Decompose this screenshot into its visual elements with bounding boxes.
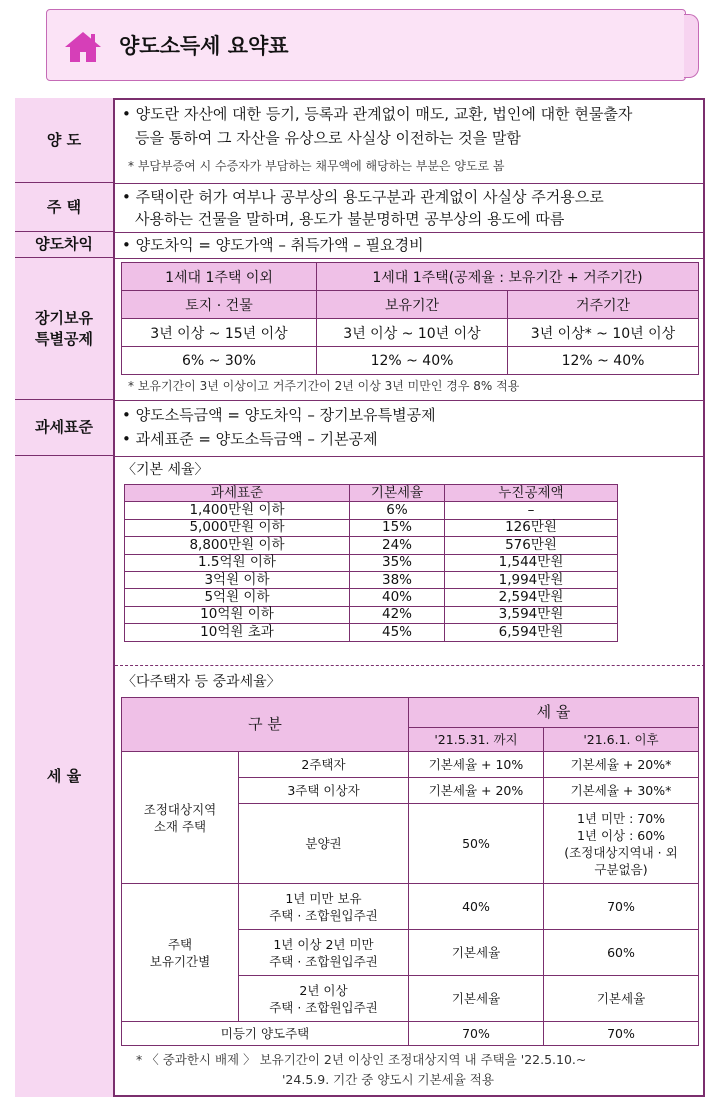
cell-rate-after: 70%: [544, 884, 699, 930]
cell-deduction: 126만원: [445, 519, 618, 536]
cell-category: 1년 미만 보유 주택 · 조합원입주권: [239, 884, 409, 930]
basic-rate-title: 〈기본 세율〉: [122, 462, 209, 478]
cell-deduction: 1,994만원: [445, 571, 618, 588]
cell-category: 2주택자: [239, 752, 409, 778]
label-longterm: [15, 258, 115, 400]
cell-category: 1년 이상 2년 미만 주택 · 조합원입주권: [239, 930, 409, 976]
taxbase-line1: • 양도소득금액 = 양도차익 – 장기보유특별공제: [122, 406, 436, 424]
divider: [115, 258, 705, 259]
cell-rate-until: 기본세율 + 10%: [409, 752, 544, 778]
longterm-rate-b: 12% ~ 40%: [317, 347, 508, 375]
cell-deduction: 576만원: [445, 537, 618, 554]
label-longterm-line2: 특별공제: [35, 329, 93, 348]
cell-rate: 6%: [350, 502, 445, 519]
heavy-rate-table: [121, 697, 699, 1046]
cell-category: 분양권: [239, 804, 409, 884]
basic-head-rate: 기본세율: [350, 485, 445, 502]
longterm-head-a2: 토지 · 건물: [122, 291, 317, 319]
cell-rate-until: 기본세율: [409, 976, 544, 1022]
label-rate: 세 율: [15, 456, 115, 1097]
scroll-decoration: [684, 14, 699, 78]
cell-rate-until: 기본세율 + 20%: [409, 778, 544, 804]
longterm-head-b: 1세대 1주택(공제율 : 보유기간 + 거주기간): [317, 263, 699, 291]
label-gain: 양도차익: [15, 232, 115, 258]
longterm-period-b: 3년 이상 ~ 10년 이상: [317, 319, 508, 347]
heavy-head-after: '21.6.1. 이후: [544, 728, 699, 752]
cell-category: 2년 이상 주택 · 조합원입주권: [239, 976, 409, 1022]
heavy-group2: 주택 보유기간별: [122, 884, 239, 1022]
longterm-head-b2: 거주기간: [508, 291, 699, 319]
label-column: [15, 98, 115, 1097]
cell-deduction: –: [445, 502, 618, 519]
cell-base: 10억원 초과: [125, 624, 350, 641]
cell-base: 8,800만원 이하: [125, 537, 350, 554]
heavy-rate-title: 〈다주택자 등 중과세율〉: [122, 674, 281, 690]
transfer-line2: 등을 통하여 그 자산을 유상으로 사실상 이전하는 것을 말함: [135, 129, 521, 147]
cell-deduction: 3,594만원: [445, 606, 618, 623]
house-line1: • 주택이란 허가 여부나 공부상의 용도구분과 관계없이 사실상 주거용으로: [122, 188, 604, 206]
cell-base: 5,000만원 이하: [125, 519, 350, 536]
label-taxbase: 과세표준: [15, 400, 115, 456]
divider: [115, 665, 705, 666]
table-row: [125, 554, 618, 571]
longterm-rate-c: 12% ~ 40%: [508, 347, 699, 375]
cell-rate-after: 기본세율 + 30%*: [544, 778, 699, 804]
heavy-head-category: 구 분: [122, 698, 409, 752]
longterm-note: * 보유기간이 3년 이상이고 거주기간이 2년 이상 3년 미만인 경우 8% 적용: [128, 379, 520, 393]
rate-note-line2: '24.5.9. 기간 중 양도시 기본세율 적용: [282, 1072, 494, 1087]
cell-base: 1,400만원 이하: [125, 502, 350, 519]
label-house: 주 택: [15, 183, 115, 232]
heavy-group1: 조정대상지역 소재 주택: [122, 752, 239, 884]
gain-line1: • 양도차익 = 양도가액 – 취득가액 – 필요경비: [122, 236, 424, 254]
longterm-table: [121, 262, 699, 375]
transfer-line1: • 양도란 자산에 대한 등기, 등록과 관계없이 매도, 교환, 법인에 대한 현물출자: [122, 105, 633, 123]
basic-head-deduction: 누진공제액: [445, 485, 618, 502]
longterm-period-a: 3년 이상 ~ 15년 이상: [122, 319, 317, 347]
cell-base: 3억원 이하: [125, 571, 350, 588]
cell-rate-after: 70%: [544, 1022, 699, 1046]
cell-deduction: 2,594만원: [445, 589, 618, 606]
house-line2: 사용하는 건물을 말하며, 용도가 불분명하면 공부상의 용도에 따름: [135, 210, 565, 228]
divider: [115, 400, 705, 401]
table-row: [125, 589, 618, 606]
label-longterm-line1: 장기보유: [35, 308, 93, 327]
cell-deduction: 6,594만원: [445, 624, 618, 641]
longterm-rate-a: 6% ~ 30%: [122, 347, 317, 375]
heavy-head-until: '21.5.31. 까지: [409, 728, 544, 752]
table-row: [125, 624, 618, 641]
longterm-head-a1: 1세대 1주택 이외: [122, 263, 317, 291]
table-row: [125, 502, 618, 519]
table-row: [125, 537, 618, 554]
cell-rate-until: 70%: [409, 1022, 544, 1046]
cell-rate: 38%: [350, 571, 445, 588]
cell-category: 미등기 양도주택: [122, 1022, 409, 1046]
cell-rate-after: 1년 미만 : 70% 1년 이상 : 60% (조정대상지역내 · 외 구분없음): [544, 804, 699, 884]
cell-rate-until: 기본세율: [409, 930, 544, 976]
cell-rate: 45%: [350, 624, 445, 641]
divider: [115, 232, 705, 233]
cell-rate: 42%: [350, 606, 445, 623]
cell-base: 1.5억원 이하: [125, 554, 350, 571]
cell-rate-after: 기본세율 + 20%*: [544, 752, 699, 778]
cell-rate: 15%: [350, 519, 445, 536]
divider: [115, 183, 705, 184]
transfer-note: * 부담부증여 시 수증자가 부담하는 채무액에 해당하는 부분은 양도로 봄: [128, 159, 505, 173]
cell-deduction: 1,544만원: [445, 554, 618, 571]
cell-base: 5억원 이하: [125, 589, 350, 606]
basic-rate-table: [124, 484, 618, 642]
cell-rate: 35%: [350, 554, 445, 571]
cell-rate-until: 40%: [409, 884, 544, 930]
cell-rate: 40%: [350, 589, 445, 606]
cell-rate-after: 60%: [544, 930, 699, 976]
cell-rate: 24%: [350, 537, 445, 554]
cell-category: 3주택 이상자: [239, 778, 409, 804]
longterm-period-c: 3년 이상* ~ 10년 이상: [508, 319, 699, 347]
table-row: [125, 606, 618, 623]
rate-note-line1: * 〈 중과한시 배제 〉 보유기간이 2년 이상인 조정대상지역 내 주택을 '22.5.10.~: [136, 1052, 587, 1067]
cell-base: 10억원 이하: [125, 606, 350, 623]
cell-rate-until: 50%: [409, 804, 544, 884]
table-row: [125, 519, 618, 536]
page-title: 양도소득세 요약표: [119, 34, 289, 58]
basic-head-base: 과세표준: [125, 485, 350, 502]
longterm-head-b1: 보유기간: [317, 291, 508, 319]
cell-rate-after: 기본세율: [544, 976, 699, 1022]
home-icon: [63, 30, 103, 64]
label-transfer: 양 도: [15, 98, 115, 183]
table-row: [125, 571, 618, 588]
heavy-head-rate: 세 율: [409, 698, 699, 728]
title-banner: [46, 9, 686, 81]
taxbase-line2: • 과세표준 = 양도소득금액 – 기본공제: [122, 430, 378, 448]
divider: [115, 456, 705, 457]
